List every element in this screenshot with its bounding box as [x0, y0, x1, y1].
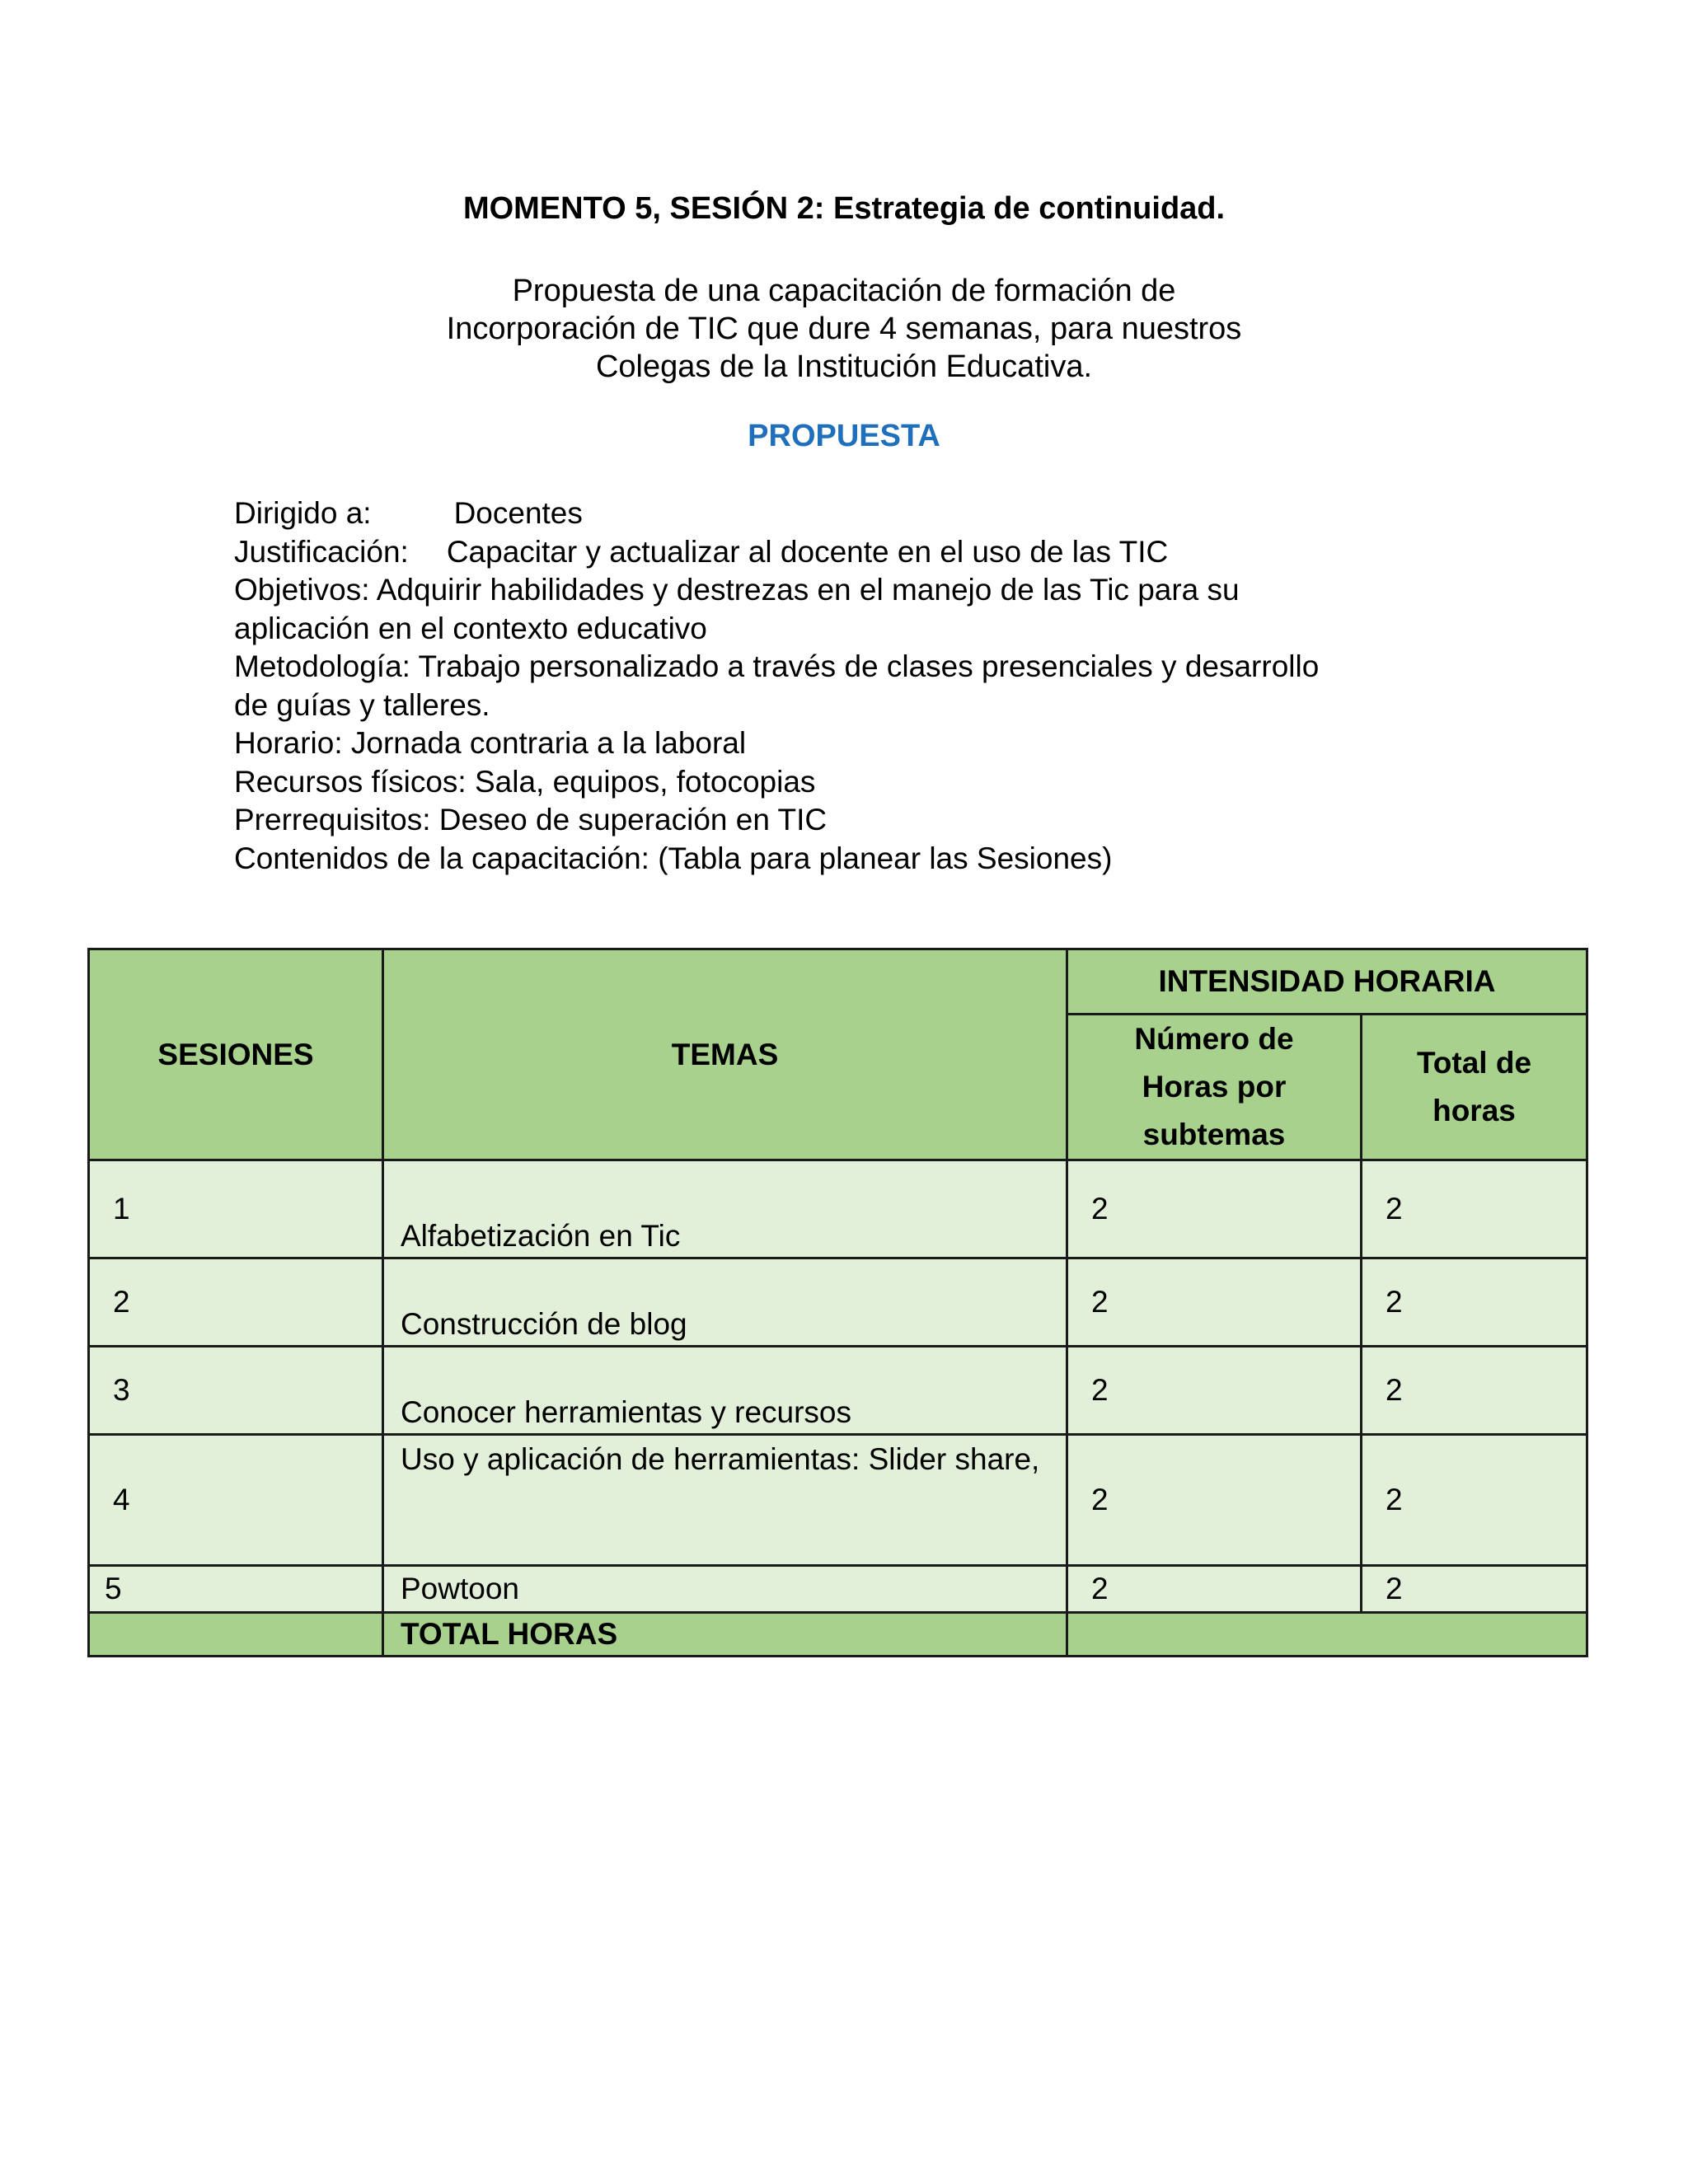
cell-sesion: 5	[89, 1566, 383, 1613]
header-intensidad: INTENSIDAD HORARIA	[1067, 949, 1587, 1015]
cell-horas: 2	[1067, 1347, 1362, 1435]
cell-horas: 2	[1067, 1258, 1362, 1347]
header-numero-line: subtemas	[1142, 1118, 1286, 1151]
header-numero-horas	[1067, 1015, 1362, 1160]
cell-tema: Powtoon	[383, 1566, 1067, 1613]
info-contenidos: Contenidos de la capacitación: (Tabla para planear las Sesiones)	[234, 841, 1113, 875]
cell-total: 2	[1362, 1435, 1587, 1566]
total-row	[89, 1613, 1587, 1657]
info-objetivos: Objetivos: Adquirir habilidades y destrezas en el manejo de las Tic para su	[234, 573, 1240, 607]
cell-total: 2	[1362, 1566, 1587, 1613]
header-numero-line: Número de	[1134, 1022, 1294, 1056]
info-prerrequisitos: Prerrequisitos: Deseo de superación en TIC	[234, 803, 828, 837]
table-row	[89, 1347, 1587, 1435]
header-total-horas	[1362, 1015, 1587, 1160]
header-temas: TEMAS	[383, 949, 1067, 1160]
subtitle-line: Colegas de la Institución Educativa.	[595, 349, 1093, 384]
total-value-cell	[1067, 1613, 1587, 1657]
cell-total: 2	[1362, 1160, 1587, 1258]
table-row	[89, 1566, 1587, 1613]
dirigido-label: Dirigido a:	[234, 496, 372, 530]
subtitle-line: Incorporación de TIC que dure 4 semanas, para nuestros	[446, 312, 1242, 346]
info-recursos: Recursos físicos: Sala, equipos, fotocopias	[234, 764, 816, 799]
cell-horas: 2	[1067, 1435, 1362, 1566]
subtitle	[0, 272, 1688, 386]
cell-total: 2	[1362, 1258, 1587, 1347]
info-horario: Horario: Jornada contraria a la laboral	[234, 726, 747, 760]
header-numero-line: Horas por	[1142, 1070, 1287, 1104]
proposal-info	[234, 494, 1454, 878]
cell-tema: Alfabetización en Tic	[383, 1160, 1067, 1258]
total-label: TOTAL HORAS	[383, 1613, 1067, 1657]
header-sesiones: SESIONES	[89, 949, 383, 1160]
cell-total: 2	[1362, 1347, 1587, 1435]
info-metodologia: Metodología: Trabajo personalizado a través de clases presenciales y desarrollo	[234, 649, 1320, 683]
info-metodologia-cont: de guías y talleres.	[234, 687, 490, 722]
subtitle-line: Propuesta de una capacitación de formación de	[512, 274, 1176, 308]
dirigido-value: Docentes	[453, 496, 583, 530]
header-total-line: Total de	[1416, 1046, 1532, 1080]
table-row	[89, 1435, 1587, 1566]
info-justificacion	[234, 533, 1454, 572]
table-row	[89, 1258, 1587, 1347]
cell-sesion: 4	[89, 1435, 383, 1566]
info-objetivos-cont: aplicación en el contexto educativo	[234, 611, 707, 645]
table-row	[89, 1160, 1587, 1258]
header-total-line: horas	[1432, 1094, 1516, 1127]
page-title: MOMENTO 5, SESIÓN 2: Estrategia de continuidad.	[462, 191, 1226, 226]
section-heading: PROPUESTA	[748, 419, 940, 453]
cell-horas: 2	[1067, 1566, 1362, 1613]
sessions-table	[87, 948, 1588, 1657]
cell-tema: Conocer herramientas y recursos	[383, 1347, 1067, 1435]
justificacion-value: Capacitar y actualizar al docente en el uso de las TIC	[446, 534, 1169, 569]
cell-sesion: 1	[89, 1160, 383, 1258]
justificacion-label: Justificación:	[234, 534, 409, 569]
total-empty-cell	[89, 1613, 383, 1657]
cell-sesion: 3	[89, 1347, 383, 1435]
cell-sesion: 2	[89, 1258, 383, 1347]
info-dirigido	[234, 494, 1454, 533]
cell-tema: Uso y aplicación de herramientas: Slider share,	[383, 1435, 1067, 1566]
cell-horas: 2	[1067, 1160, 1362, 1258]
cell-tema: Construcción de blog	[383, 1258, 1067, 1347]
